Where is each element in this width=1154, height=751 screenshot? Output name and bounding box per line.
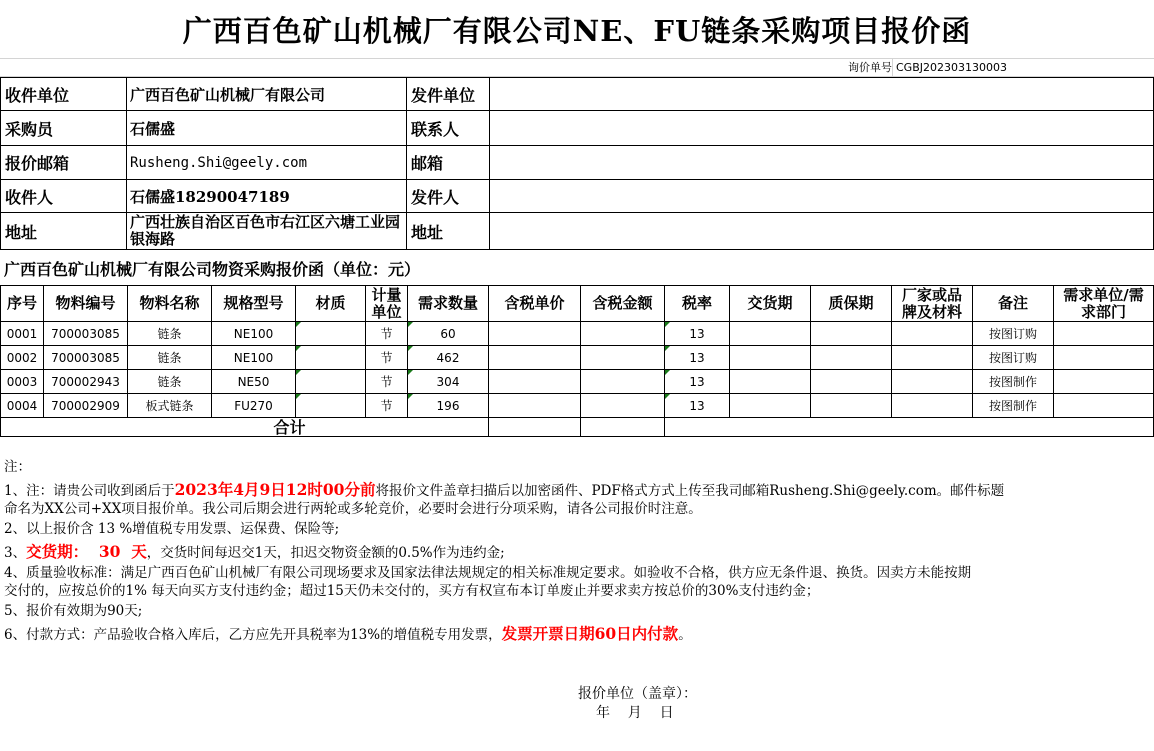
cell-unit: 节 [380,327,393,341]
info-label-recipient-unit: 收件单位 [5,85,70,105]
note-5: 5、报价有效期为90天; [4,603,143,619]
cell-dept [1054,322,1153,345]
info-value-quote-email: Rusheng.Shi@geely.com [130,154,308,171]
info-value-sender-address[interactable] [490,213,1153,249]
cell-amount[interactable] [581,394,664,417]
info-value-contact[interactable] [490,111,1153,145]
note-1-line-1: 1、注：请贵公司收到函后于2023年4月9日12时00分前将报价文件盖章扫描后以加密函件、PDF格式方式上传至我司邮箱Rusheng.Shi@geely.com。邮件标题 [4,480,1005,499]
col-header-material-code: 物料编号 [55,294,116,312]
col-header-material: 材质 [315,294,346,312]
cell-no: 0004 [6,398,38,413]
cell-material-code: 700002943 [51,374,120,389]
cell-material [296,394,365,417]
cell-comment-marker [296,394,301,399]
cell-delivery[interactable] [730,370,810,393]
cell-remark: 按图制作 [988,375,1037,389]
cell-amount[interactable] [581,346,664,369]
col-header-brand: 厂家或品牌及材料 [901,286,962,321]
cell-tax-rate: 13 [689,350,705,365]
cell-unit: 节 [380,351,393,365]
note-4-line-2: 交付的，应按总价的1% 每天向买方支付违约金；超过15天仍未交付的，买方有权宣布本订单废止并要求卖方按总价的30%支付违约金； [4,583,820,599]
cell-spec: FU270 [234,398,273,413]
cell-brand[interactable] [892,394,972,417]
cell-delivery[interactable] [730,394,810,417]
cell-dept [1054,370,1153,393]
info-label-sender-address: 地址 [411,222,444,242]
cell-comment-marker [665,322,670,327]
cell-material [296,370,365,393]
cell-comment-marker [296,322,301,327]
note-3: 3、交货期： 30 天，交货时间每迟交1天，扣迟交物资金额的0.5%作为违约金; [4,542,505,561]
cell-material-code: 700003085 [51,350,120,365]
cell-amount[interactable] [581,322,664,345]
col-header-qty: 需求数量 [417,294,478,312]
cell-brand[interactable] [892,346,972,369]
cell-material-name: 链条 [157,351,182,365]
cell-dept [1054,346,1153,369]
cell-spec: NE50 [237,374,270,389]
cell-brand[interactable] [892,370,972,393]
cell-amount[interactable] [581,370,664,393]
cell-unit-price[interactable] [489,394,580,417]
cell-material-code: 700002909 [51,398,120,413]
signature-unit: 报价单位（盖章）： [578,686,697,702]
info-value-sender[interactable] [490,180,1153,212]
note-4-line-1: 4、质量验收标准：满足广西百色矿山机械厂有限公司现场要求及国家法律法规规定的相关标准规定要求。如验收不合格，供方应无条件退、换货。因卖方未能按期 [4,565,972,581]
cell-comment-marker [665,370,670,375]
cell-unit-price[interactable] [489,322,580,345]
total-label: 合计 [273,418,306,436]
cell-unit: 节 [380,375,393,389]
cell-material-code: 700003085 [51,326,120,341]
cell-tax-rate: 13 [689,326,705,341]
inquiry-number: CGBJ202303130003 [896,61,1007,74]
cell-delivery[interactable] [730,346,810,369]
info-value-buyer: 石儒盛 [130,119,176,138]
col-header-remark: 备注 [997,294,1028,312]
col-header-spec: 规格型号 [223,294,284,312]
info-value-email[interactable] [490,146,1153,179]
cell-qty: 304 [436,374,460,389]
info-label-buyer: 采购员 [5,119,54,139]
cell-no: 0003 [6,374,38,389]
info-label-quote-email: 报价邮箱 [5,154,70,173]
cell-unit-price[interactable] [489,370,580,393]
cell-material-name: 板式链条 [145,399,194,413]
cell-delivery[interactable] [730,322,810,345]
col-header-no: 序号 [6,294,37,312]
cell-unit: 节 [380,399,393,413]
cell-remark: 按图订购 [988,351,1037,365]
cell-no: 0001 [6,326,38,341]
cell-material-name: 链条 [157,375,182,389]
cell-comment-marker [408,394,413,399]
cell-no: 0002 [6,350,38,365]
cell-remark: 按图订购 [988,327,1037,341]
note-2: 2、以上报价含 13 %增值税专用发票、运保费、保险等; [4,521,340,537]
cell-qty: 60 [440,326,456,341]
cell-dept [1054,394,1153,417]
info-value-sender-unit[interactable] [490,78,1153,110]
cell-warranty[interactable] [811,346,891,369]
cell-spec: NE100 [233,350,274,365]
cell-comment-marker [296,346,301,351]
cell-unit-price[interactable] [489,346,580,369]
col-header-warranty: 质保期 [828,294,874,312]
info-label-recipient: 收件人 [5,187,54,207]
cell-tax-rate: 13 [689,398,705,413]
col-header-material-name: 物料名称 [139,294,200,312]
cell-comment-marker [665,346,670,351]
cell-comment-marker [408,322,413,327]
page-title: 广西百色矿山机械厂有限公司NE、FU链条采购项目报价函 [182,14,972,48]
note-1-line-2: 命名为XX公司+XX项目报价单。我公司后期会进行两轮或多轮竞价，必要时会进行分项采购，请各公司报价时注意。 [4,501,702,517]
cell-comment-marker [665,394,670,399]
signature-date: 年 月 日 [596,705,674,721]
cell-comment-marker [408,346,413,351]
notes-heading: 注： [4,459,31,475]
cell-warranty[interactable] [811,370,891,393]
cell-material [296,322,365,345]
table-subtitle: 广西百色矿山机械厂有限公司物资采购报价函（单位：元） [4,259,421,279]
cell-spec: NE100 [233,326,274,341]
col-header-dept: 需求单位/需求部门 [1063,286,1144,321]
info-value-recipient: 石儒盛18290047189 [130,187,290,206]
cell-brand[interactable] [892,322,972,345]
cell-material-name: 链条 [157,327,182,341]
inquiry-label: 询价单号 [848,61,892,74]
info-label-address: 地址 [5,222,38,242]
col-header-unit: 计量单位 [371,286,402,321]
cell-material [296,346,365,369]
col-header-delivery: 交货期 [747,294,793,312]
info-value-address: 广西壮族自治区百色市右江区六塘工业园银海路 [130,213,401,248]
info-label-sender: 发件人 [411,187,460,207]
cell-remark: 按图制作 [988,399,1037,413]
col-header-amount: 含税金额 [592,294,653,312]
info-label-email: 邮箱 [411,154,444,173]
info-value-recipient-unit: 广西百色矿山机械厂有限公司 [130,85,326,104]
col-header-unit-price: 含税单价 [504,294,565,312]
note-6: 6、付款方式：产品验收合格入库后，乙方应先开具税率为13%的增值税专用发票，发票开票日期60日内付款。 [4,624,692,643]
cell-warranty[interactable] [811,394,891,417]
cell-qty: 196 [436,398,460,413]
cell-tax-rate: 13 [689,374,705,389]
info-label-contact: 联系人 [411,119,460,139]
cell-qty: 462 [436,350,460,365]
info-label-sender-unit: 发件单位 [411,85,476,105]
cell-warranty[interactable] [811,322,891,345]
cell-comment-marker [408,370,413,375]
col-header-tax-rate: 税率 [681,294,712,312]
cell-comment-marker [296,370,301,375]
